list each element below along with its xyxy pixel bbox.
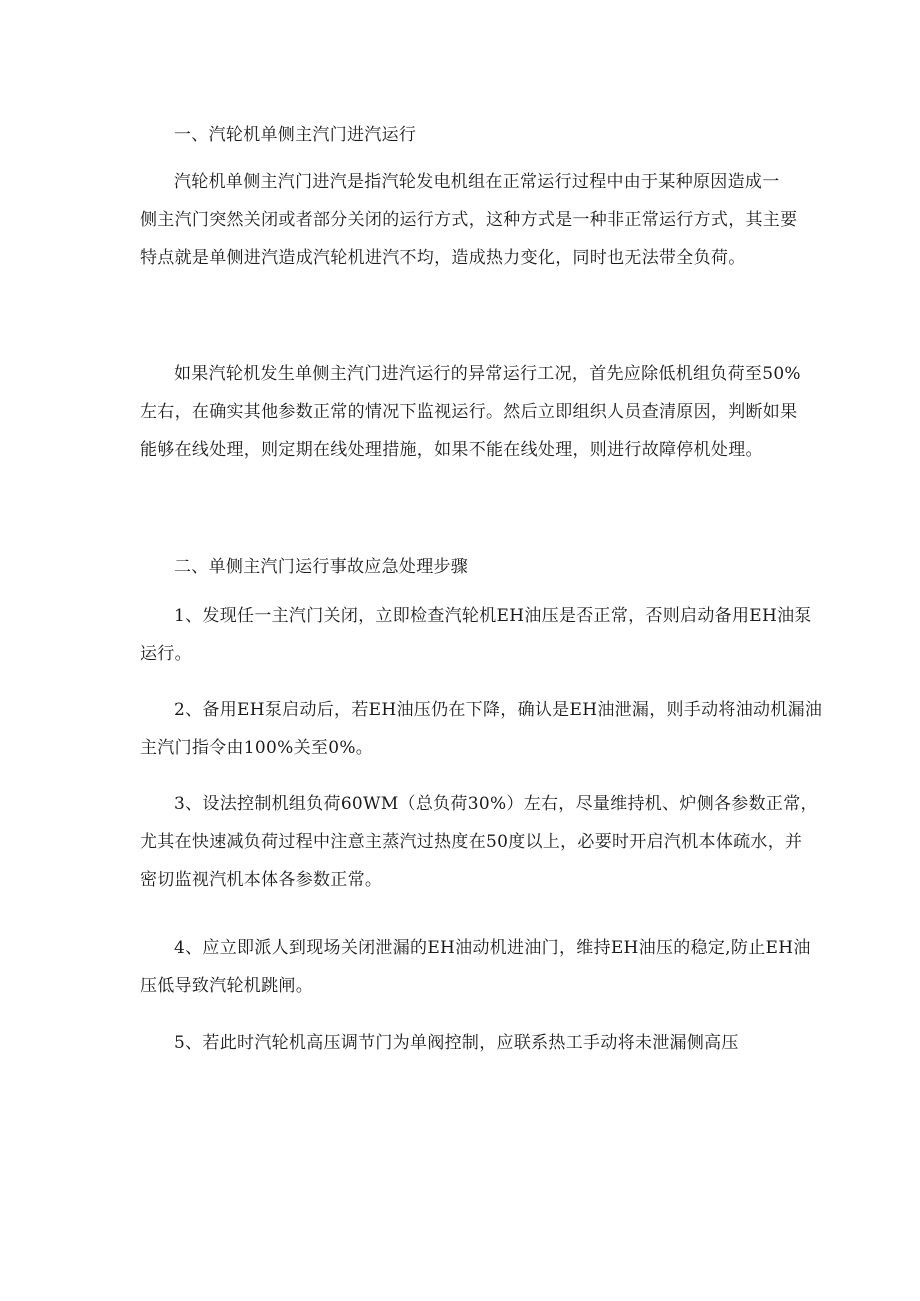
section-2-heading: 二、单侧主汽门运行事故应急处理步骤	[174, 557, 469, 577]
step-2	[140, 691, 823, 767]
section-1-heading: 一、汽轮机单侧主汽门进汽运行	[174, 125, 417, 145]
text-line: 3、设法控制机组负荷60WM（总负荷30%）左右，尽量维持机、炉侧各参数正常，	[174, 794, 818, 814]
text-line: 侧主汽门突然关闭或者部分关闭的运行方式，这种方式是一种非正常运行方式，其主要	[140, 210, 798, 230]
text-line: 压低导致汽轮机跳闸。	[140, 976, 313, 996]
text-line: 密切监视汽机本体各参数正常。	[140, 870, 383, 890]
text-line: 5、若此时汽轮机高压调节门为单阀控制，应联系热工手动将未泄漏侧高压	[174, 1033, 739, 1053]
text-line: 1、发现任一主汽门关闭，立即检查汽轮机EH油压是否正常，否则启动备用EH油泵	[174, 606, 812, 626]
step-3	[140, 785, 818, 899]
step-1	[140, 597, 812, 673]
step-5	[140, 1024, 784, 1062]
text-line: 2、备用EH泵启动后，若EH油压仍在下降，确认是EH油泄漏，则手动将油动机漏油	[174, 700, 823, 720]
text-line: 尤其在快速减负荷过程中注意主蒸汽过热度在50度以上，必要时开启汽机本体疏水，并	[140, 832, 803, 852]
section-1-paragraph-1	[140, 163, 798, 277]
text-line: 左右，在确实其他参数正常的情况下监视运行。然后立即组织人员查清原因，判断如果	[140, 402, 798, 422]
step-4	[140, 929, 811, 1005]
text-line: 特点就是单侧进汽造成汽轮机进汽不均，造成热力变化，同时也无法带全负荷。	[140, 248, 746, 268]
text-line: 运行。	[140, 644, 192, 664]
text-line: 主汽门指令由100%关至0%。	[140, 738, 374, 758]
text-line: 4、应立即派人到现场关闭泄漏的EH油动机进油门，维持EH油压的稳定,防止EH油	[174, 938, 811, 958]
text-line: 能够在线处理，则定期在线处理措施，如果不能在线处理，则进行故障停机处理。	[140, 440, 763, 460]
text-line: 汽轮机单侧主汽门进汽是指汽轮发电机组在正常运行过程中由于某种原因造成一	[174, 172, 780, 192]
text-line: 如果汽轮机发生单侧主汽门进汽运行的异常运行工况，首先应除低机组负荷至50%	[174, 364, 801, 384]
section-1-paragraph-2	[140, 355, 801, 469]
